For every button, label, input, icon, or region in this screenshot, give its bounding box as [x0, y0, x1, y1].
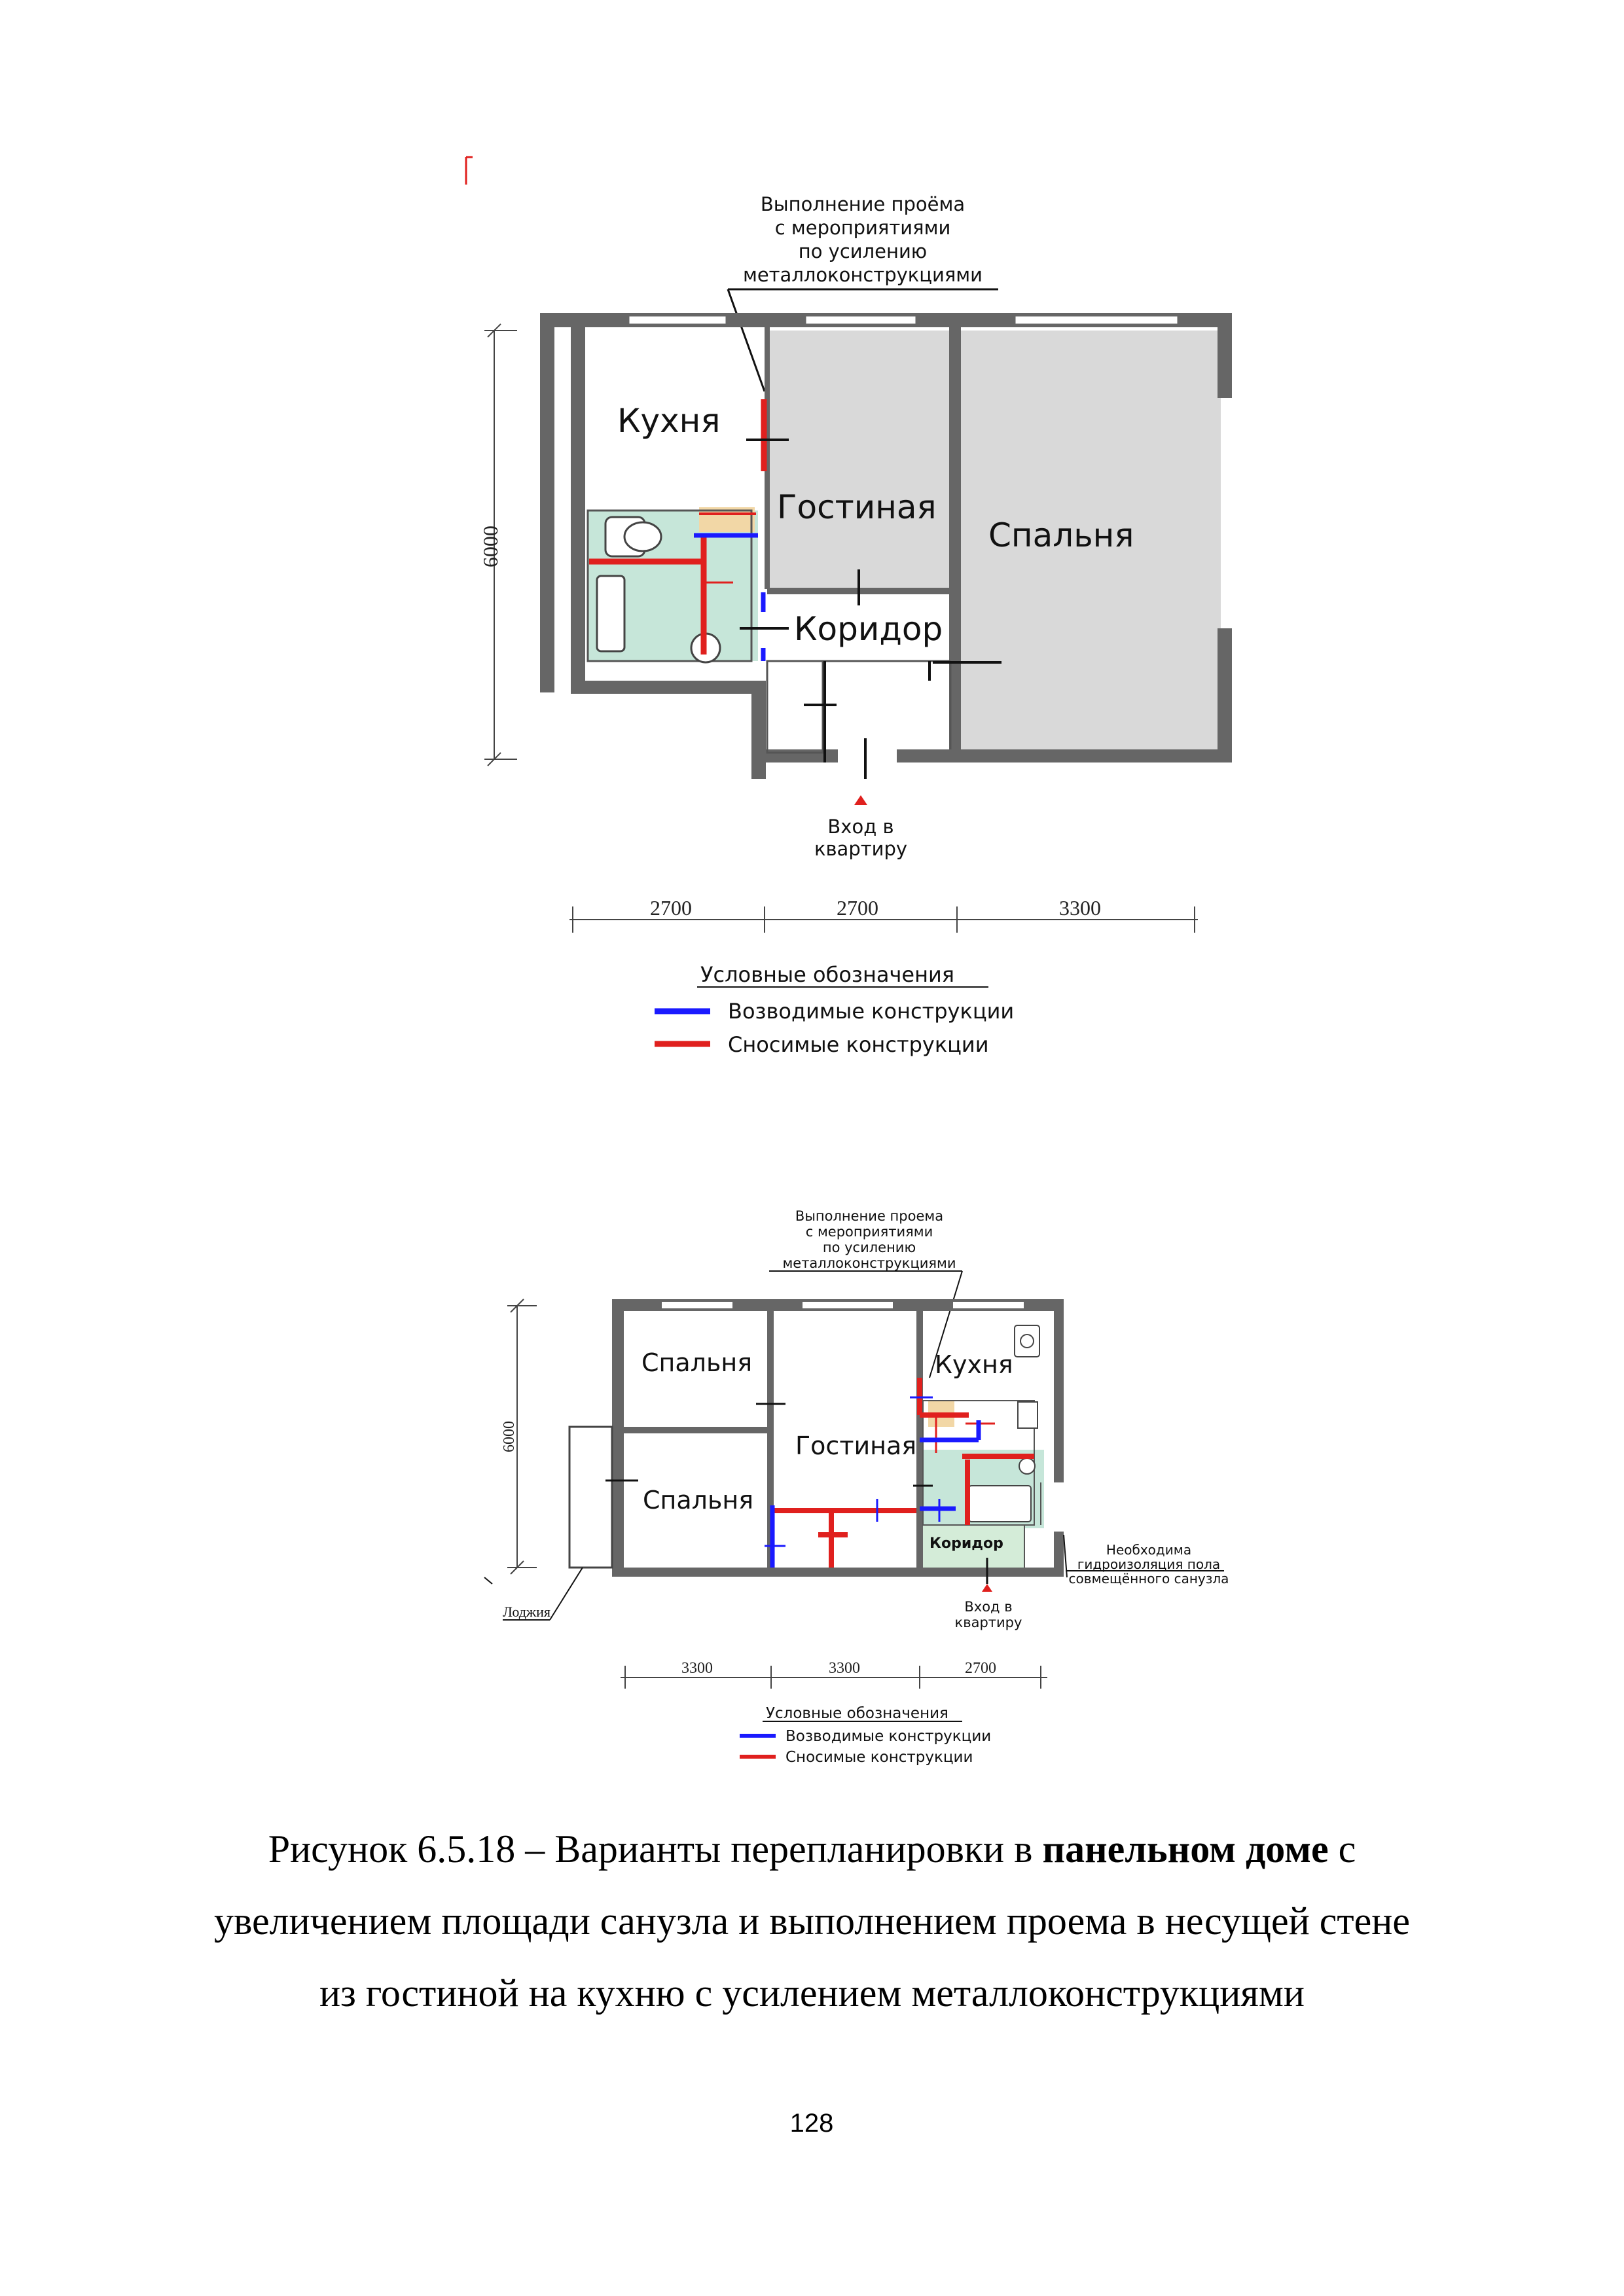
entrance-line: квартиру — [954, 1615, 1022, 1630]
entrance-line: Вход в — [827, 816, 894, 838]
plan2-annotation-line: с мероприятиями — [805, 1224, 933, 1240]
figure-caption — [196, 1813, 1428, 2029]
plan2-entrance-label — [955, 1599, 1022, 1630]
entrance-line: Вход в — [964, 1599, 1013, 1615]
plan2-annotation — [782, 1208, 956, 1271]
page-number: 128 — [789, 2109, 834, 2138]
plan1-legend — [655, 962, 1014, 1057]
plan2-width-values — [681, 1660, 996, 1677]
room-label-living: Гостиная — [795, 1431, 917, 1460]
corner-mark — [466, 157, 473, 185]
legend-demolished-label: Сносимые конструкции — [728, 1032, 989, 1057]
plan1-annotation-line: металлоконструкциями — [742, 264, 983, 286]
legend-title: Условные обозначения — [766, 1705, 948, 1722]
room-label-living: Гостиная — [777, 488, 937, 526]
caption-prefix: Рисунок 6.5.18 – Варианты перепланировки в — [268, 1827, 1043, 1871]
plan2-windows — [661, 1301, 1024, 1309]
width-dim: 3300 — [829, 1660, 860, 1677]
waterproof-note-line: совмещённого санузла — [1068, 1571, 1229, 1587]
plan1-annotation-line: по усилению — [798, 240, 928, 262]
entrance-arrow-icon — [854, 795, 867, 805]
waterproof-note-line: Необходима — [1106, 1542, 1192, 1558]
waterproof-note-line: гидроизоляция пола — [1077, 1556, 1221, 1572]
width-dim: 3300 — [681, 1660, 713, 1677]
plan1-width-values — [650, 896, 1101, 920]
room-label-corridor: Коридор — [794, 610, 943, 648]
plan2-height-value: 6000 — [501, 1421, 518, 1452]
loggia-outline — [569, 1427, 612, 1568]
plan2-annotation-line: Выполнение проема — [795, 1208, 944, 1224]
plan2-annotation-line: по усилению — [822, 1240, 916, 1255]
plan1-windows — [628, 315, 1178, 325]
entrance-arrow-icon — [982, 1584, 992, 1592]
plan1-annotation-line: с мероприятиями — [774, 217, 951, 239]
plan1-annotation-line: Выполнение проёма — [760, 193, 965, 215]
room-label-bedroom-top: Спальня — [641, 1348, 753, 1377]
legend-title: Условные обозначения — [700, 962, 955, 987]
room-label-bedroom: Спальня — [988, 516, 1134, 554]
room-label-bedroom-bottom: Спальня — [643, 1486, 754, 1515]
room-label-kitchen: Кухня — [617, 402, 721, 440]
room-label-kitchen: Кухня — [935, 1350, 1013, 1379]
plan-1 — [466, 157, 1232, 1057]
plan2-legend — [740, 1705, 991, 1766]
plan1-entrance-label — [814, 816, 907, 860]
width-dim: 3300 — [1059, 896, 1101, 920]
width-dim: 2700 — [650, 896, 692, 920]
plan1-height-value: 6000 — [478, 526, 502, 567]
legend-built-label: Возводимые конструкции — [728, 999, 1015, 1024]
caption-suffix: с увеличением площади санузла и выполнением проема в несущей стене из гостиной на кухню с усилением металлоконструкциями — [214, 1827, 1410, 2015]
width-dim: 2700 — [965, 1660, 996, 1677]
plan-2 — [484, 1208, 1229, 1766]
loggia-label: Лоджия — [503, 1604, 551, 1620]
living-room-fill — [767, 331, 950, 589]
legend-built-label: Возводимые конструкции — [785, 1728, 992, 1745]
plan1-annotation — [743, 193, 983, 286]
room-label-corridor: Коридор — [929, 1535, 1003, 1552]
plan2-annotation-line: металлоконструкциями — [782, 1255, 956, 1271]
waterproof-note — [1069, 1542, 1229, 1587]
annotation-leader — [728, 289, 765, 391]
entrance-line: квартиру — [814, 838, 908, 860]
legend-demolished-label: Сносимые конструкции — [785, 1749, 973, 1766]
caption-bold: панельном доме — [1042, 1827, 1329, 1871]
width-dim: 2700 — [837, 896, 878, 920]
